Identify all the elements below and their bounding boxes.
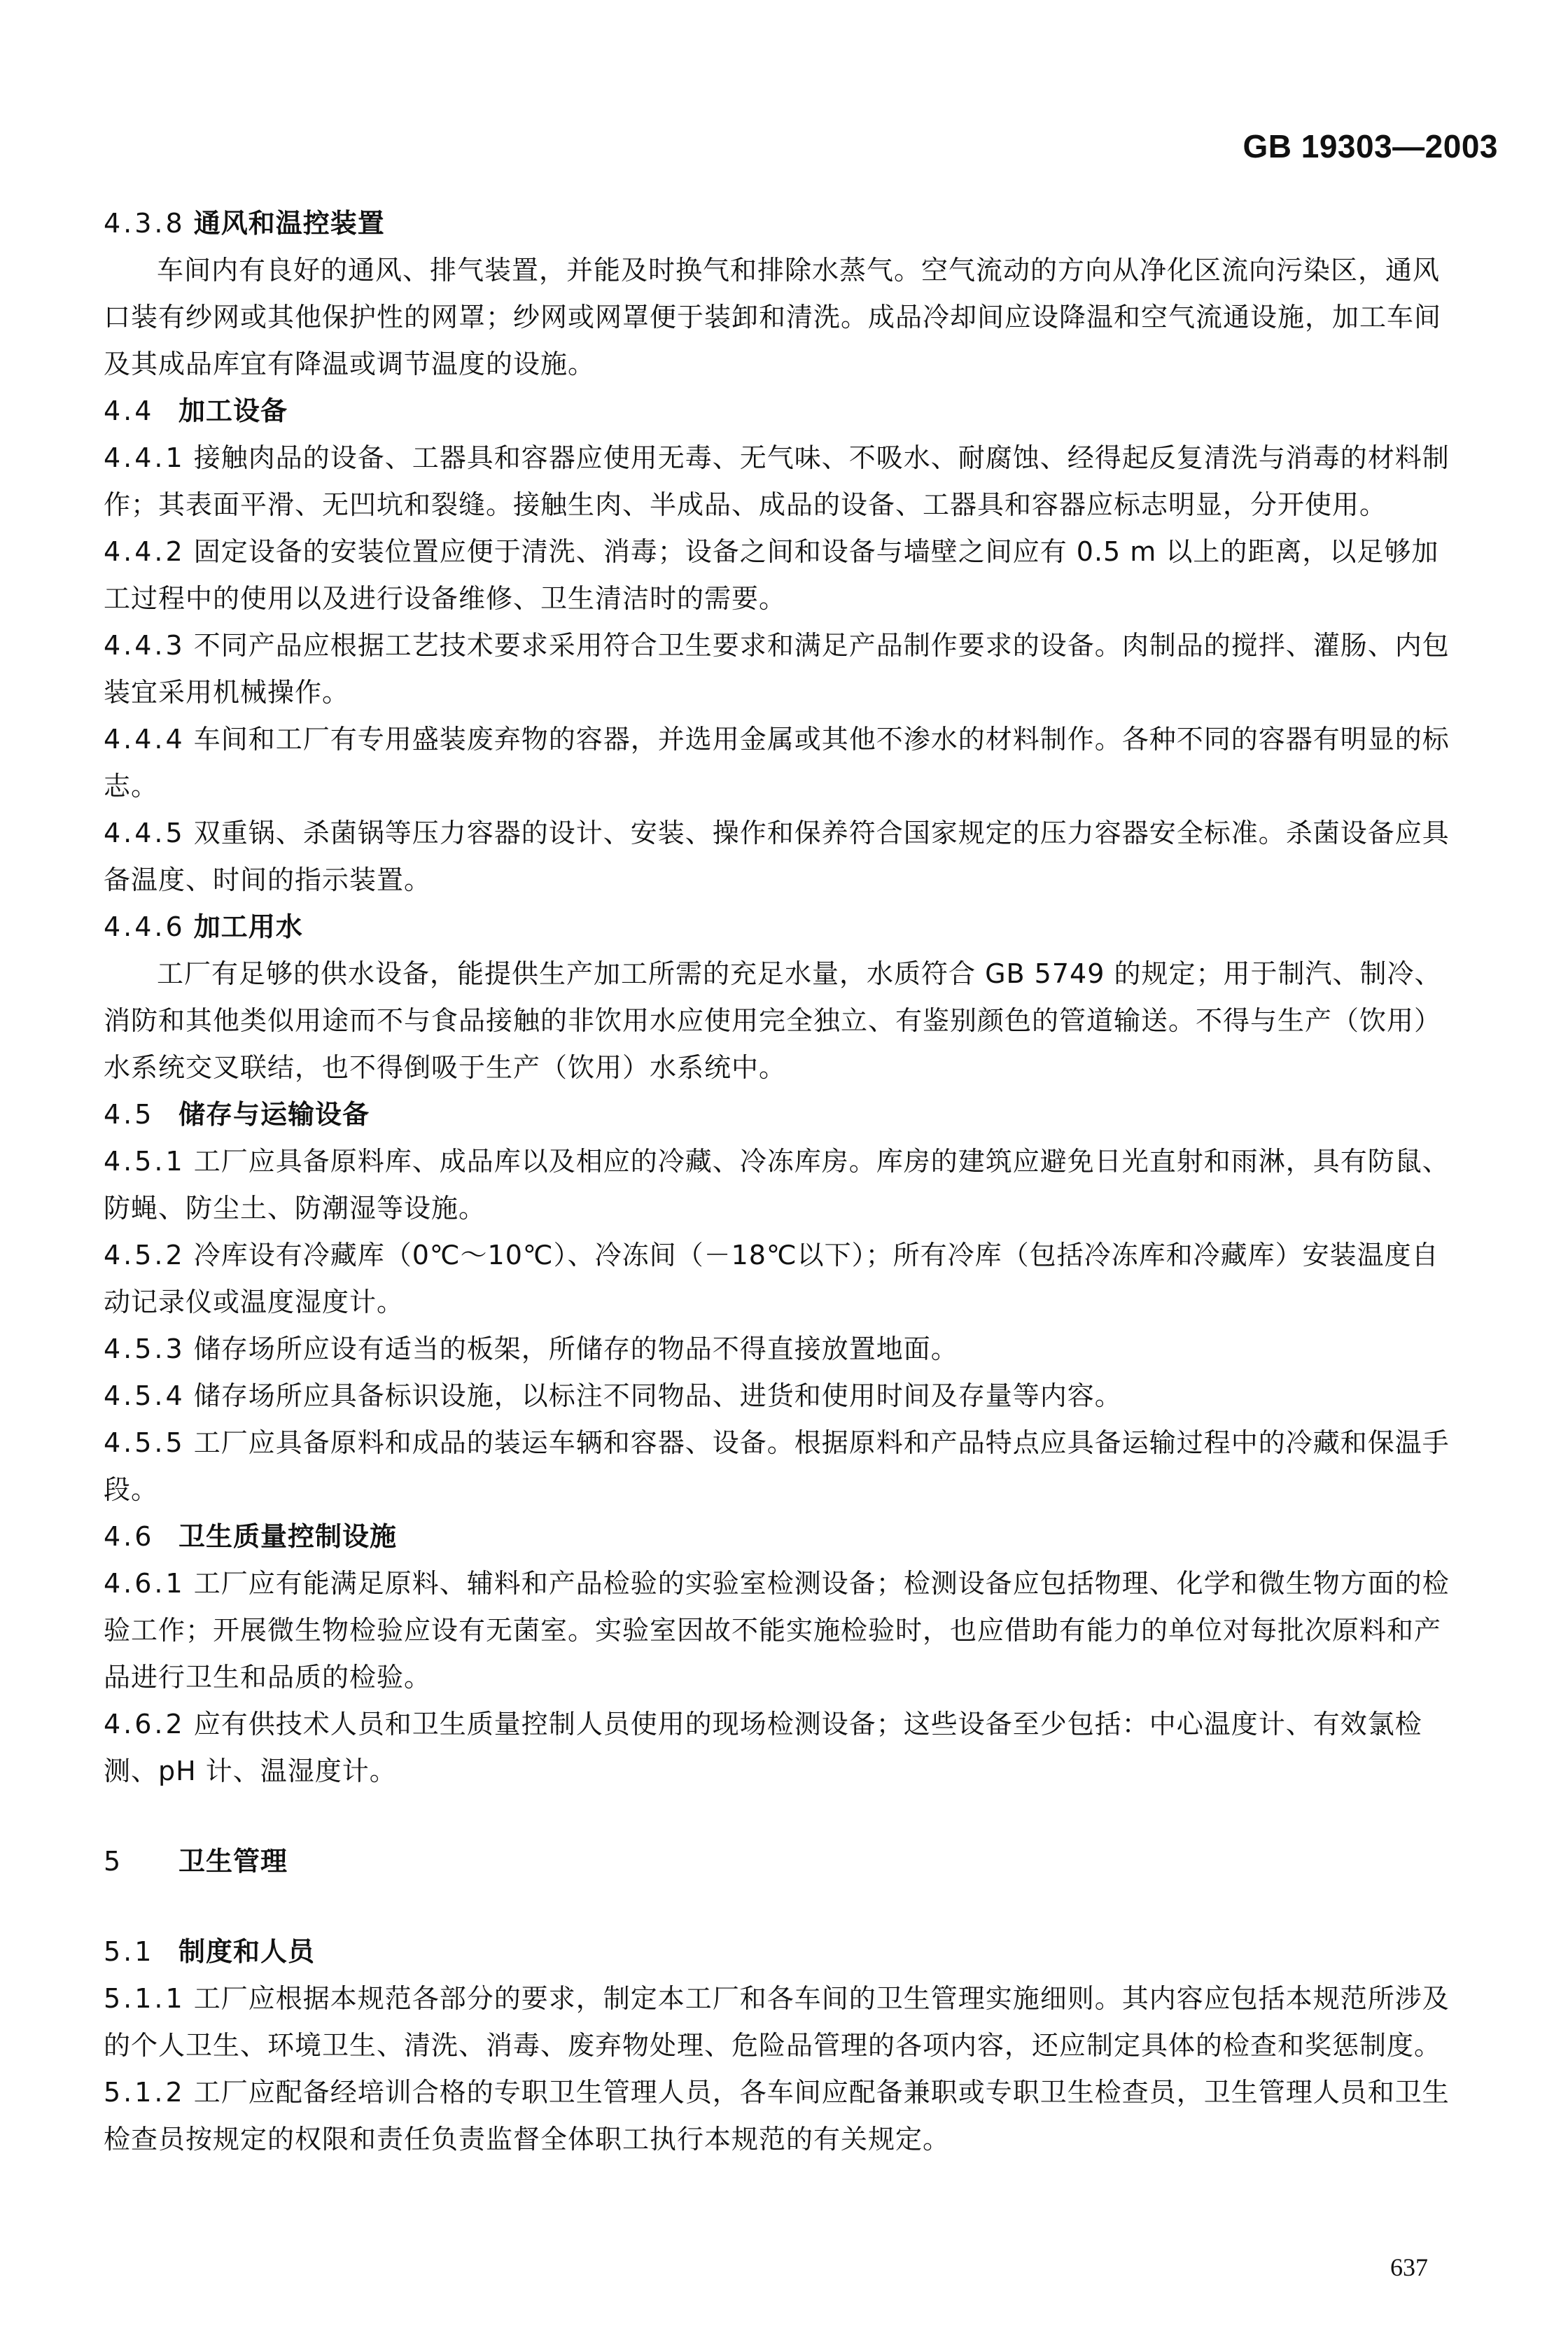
section-heading xyxy=(104,388,1462,435)
clause-paragraph xyxy=(104,1138,1462,1232)
clause-text: 应有供技术人员和卫生质量控制人员使用的现场检测设备；这些设备至少包括：中心温度计、有效氯检测、pH 计、温湿度计。 xyxy=(104,1709,1422,1786)
clause-number: 4.5 xyxy=(104,1099,155,1130)
clause-number: 4.6.1 xyxy=(104,1568,186,1599)
clause-text: 工厂应具备原料库、成品库以及相应的冷藏、冷冻库房。库房的建筑应避免日光直射和雨淋，具有防鼠、防蝇、防尘土、防潮湿等设施。 xyxy=(104,1146,1450,1224)
clause-number: 5.1 xyxy=(104,1936,155,1967)
clause-number: 4.5.4 xyxy=(104,1380,186,1411)
clause-number: 4.5.1 xyxy=(104,1146,186,1177)
clause-number: 4.6 xyxy=(104,1521,155,1552)
heading-text: 加工设备 xyxy=(178,396,288,426)
clause-number: 4.5.5 xyxy=(104,1427,186,1458)
clause-text: 工厂应有能满足原料、辅料和产品检验的实验室检测设备；检测设备应包括物理、化学和微生物方面的检验工作；开展微生物检验应设有无菌室。实验室因故不能实施检验时，也应借助有能力的单位对每批次原料和产品进行卫生和品质的检验。 xyxy=(104,1568,1450,1693)
section-heading xyxy=(104,1838,1462,1885)
clause-number: 4.5.3 xyxy=(104,1334,186,1364)
clause-number: 4.4.6 xyxy=(104,911,186,942)
clause-text: 冷库设有冷藏库（0℃～10℃）、冷冻间（－18℃以下）；所有冷库（包括冷冻库和冷藏库）安装温度自动记录仪或温度湿度计。 xyxy=(104,1240,1439,1317)
clause-text: 工厂有足够的供水设备，能提供生产加工所需的充足水量，水质符合 GB 5749 的规定；用于制汽、制冷、消防和其他类似用途而不与食品接触的非饮用水应使用完全独立、有鉴别颜色的管道输送。不得与生产（饮用）水系统交叉联结，也不得倒吸于生产（饮用）水系统中。 xyxy=(104,958,1442,1083)
clause-paragraph xyxy=(104,435,1462,528)
section-heading xyxy=(104,200,1462,247)
clause-text: 固定设备的安装位置应便于清洗、消毒；设备之间和设备与墙壁之间应有 0.5 m 以上的距离，以足够加工过程中的使用以及进行设备维修、卫生清洁时的需要。 xyxy=(104,536,1439,614)
clause-number: 4.4 xyxy=(104,396,155,426)
clause-text: 不同产品应根据工艺技术要求采用符合卫生要求和满足产品制作要求的设备。肉制品的搅拌、灌肠、内包装宜采用机械操作。 xyxy=(104,630,1450,708)
clause-paragraph xyxy=(104,622,1462,716)
clause-number: 5.1.2 xyxy=(104,2077,186,2108)
clause-paragraph xyxy=(104,528,1462,622)
clause-number: 4.4.4 xyxy=(104,724,186,755)
clause-text: 接触肉品的设备、工器具和容器应使用无毒、无气味、不吸水、耐腐蚀、经得起反复清洗与消毒的材料制作；其表面平滑、无凹坑和裂缝。接触生肉、半成品、成品的设备、工器具和容器应标志明显，分开使用。 xyxy=(104,442,1450,520)
clause-paragraph xyxy=(104,1326,1462,1373)
heading-text: 卫生管理 xyxy=(178,1846,288,1877)
clause-paragraph xyxy=(104,716,1462,810)
clause-paragraph xyxy=(104,1560,1462,1701)
clause-paragraph xyxy=(104,1373,1462,1420)
clause-number: 4.5.2 xyxy=(104,1240,186,1270)
clause-text: 双重锅、杀菌锅等压力容器的设计、安装、操作和保养符合国家规定的压力容器安全标准。杀菌设备应具备温度、时间的指示装置。 xyxy=(104,818,1450,895)
clause-number: 4.4.3 xyxy=(104,630,186,661)
clause-text: 工厂应配备经培训合格的专职卫生管理人员，各车间应配备兼职或专职卫生检查员，卫生管理人员和卫生检查员按规定的权限和责任负责监督全体职工执行本规范的有关规定。 xyxy=(104,2077,1450,2155)
clause-paragraph xyxy=(104,1232,1462,1326)
clause-number: 5 xyxy=(104,1846,124,1877)
clause-number: 4.6.2 xyxy=(104,1709,186,1740)
clause-text: 储存场所应具备标识设施，以标注不同物品、进货和使用时间及存量等内容。 xyxy=(193,1380,1122,1411)
clause-text: 储存场所应设有适当的板架，所储存的物品不得直接放置地面。 xyxy=(193,1334,958,1364)
section-heading xyxy=(104,904,1462,951)
clause-number: 4.3.8 xyxy=(104,208,186,239)
clause-number: 5.1.1 xyxy=(104,1983,186,2014)
section-heading xyxy=(104,1513,1462,1560)
heading-text: 加工用水 xyxy=(193,911,303,942)
clause-text: 车间内有良好的通风、排气装置，并能及时换气和排除水蒸气。空气流动的方向从净化区流向污染区，通风口装有纱网或其他保护性的网罩；纱网或网罩便于装卸和清洗。成品冷却间应设降温和空气流通设施，加工车间及其成品库宜有降温或调节温度的设施。 xyxy=(104,255,1442,379)
section-heading xyxy=(104,1928,1462,1975)
document-body xyxy=(104,200,1462,2163)
standard-number: GB 19303—2003 xyxy=(1242,128,1498,164)
clause-text: 工厂应根据本规范各部分的要求，制定本工厂和各车间的卫生管理实施细则。其内容应包括本规范所涉及的个人卫生、环境卫生、清洗、消毒、废弃物处理、危险品管理的各项内容，还应制定具体的检查和奖惩制度。 xyxy=(104,1983,1450,2061)
clause-paragraph xyxy=(104,2069,1462,2163)
body-paragraph xyxy=(104,951,1462,1091)
clause-text: 工厂应具备原料和成品的装运车辆和容器、设备。根据原料和产品特点应具备运输过程中的冷藏和保温手段。 xyxy=(104,1427,1450,1505)
clause-number: 4.4.1 xyxy=(104,442,186,473)
clause-number: 4.4.5 xyxy=(104,818,186,848)
heading-text: 通风和温控装置 xyxy=(193,208,385,239)
section-heading xyxy=(104,1091,1462,1138)
body-paragraph xyxy=(104,247,1462,388)
clause-paragraph xyxy=(104,1420,1462,1513)
clause-number: 4.4.2 xyxy=(104,536,186,567)
heading-text: 储存与运输设备 xyxy=(178,1099,370,1130)
clause-text: 车间和工厂有专用盛装废弃物的容器，并选用金属或其他不渗水的材料制作。各种不同的容器有明显的标志。 xyxy=(104,724,1450,802)
clause-paragraph xyxy=(104,810,1462,904)
heading-text: 卫生质量控制设施 xyxy=(178,1521,398,1552)
clause-paragraph xyxy=(104,1701,1462,1795)
heading-text: 制度和人员 xyxy=(178,1936,316,1967)
clause-paragraph xyxy=(104,1975,1462,2069)
page-number: 637 xyxy=(1390,2253,1428,2281)
